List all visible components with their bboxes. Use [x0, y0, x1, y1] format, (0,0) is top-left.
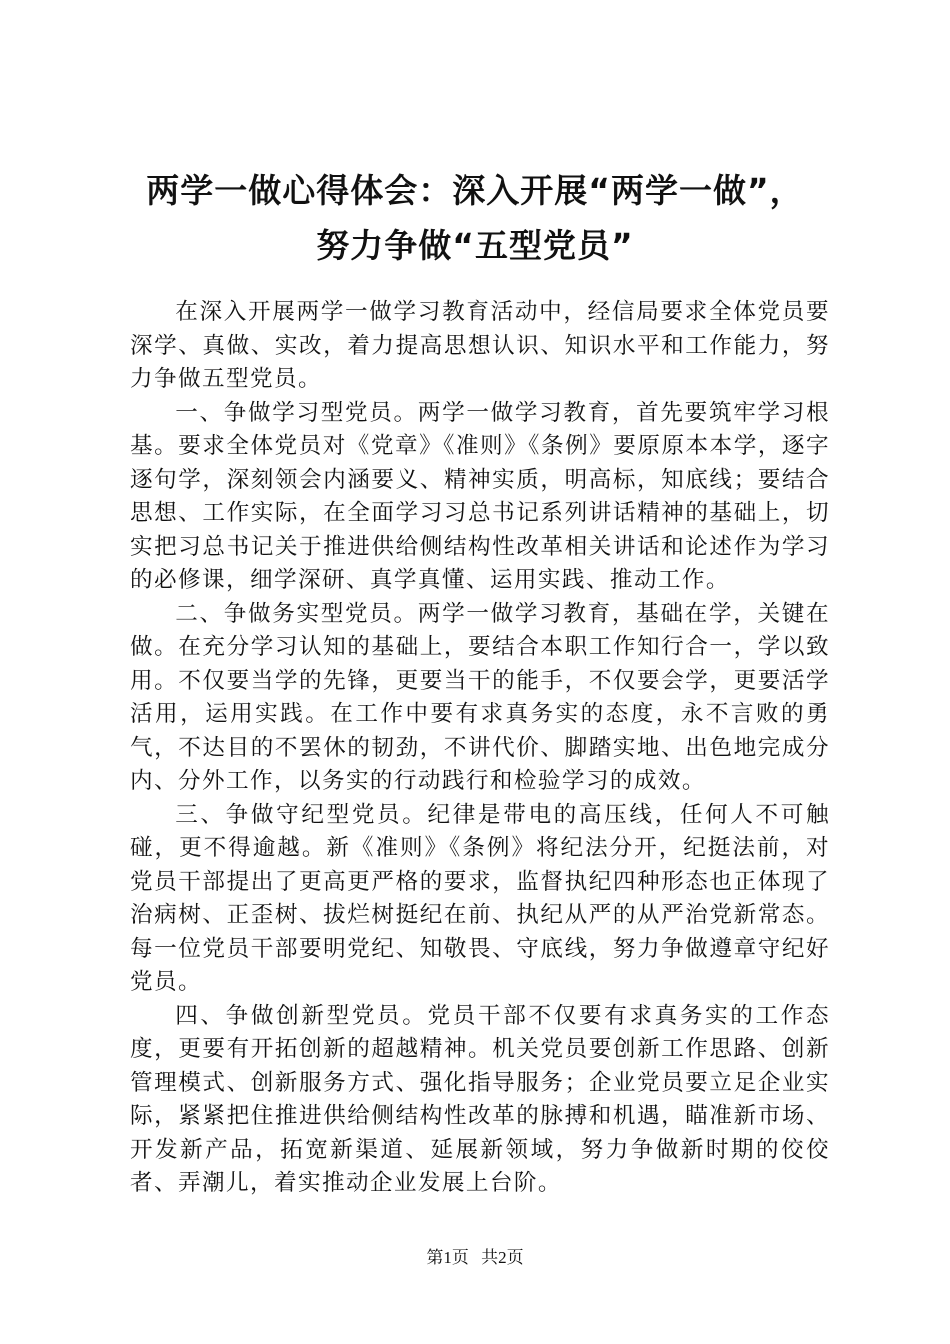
- page-number-current: 第1页: [426, 1248, 469, 1267]
- document-title-line-2: 努力争做“五型党员”: [316, 226, 634, 265]
- paragraph-discipline-type: 三、争做守纪型党员。纪律是带电的高压线，任何人不可触碰，更不得逾越。新《准则》《条例》将纪法分开，纪挺法前，对党员干部提出了更高更严格的要求，监督执纪四种形态也正体现了治病树、正歪树、拔烂树挺纪在前、执纪从严的从严治党新常态。每一位党员干部要明党纪、知敬畏、守底线，努力争做遵章守纪好党员。: [130, 801, 830, 995]
- paragraph-intro: 在深入开展两学一做学习教育活动中，经信局要求全体党员要深学、真做、实改，着力提高思想认识、知识水平和工作能力，努力争做五型党员。: [130, 299, 830, 392]
- page-number-total: 共2页: [481, 1248, 524, 1267]
- paragraph-study-type: 一、争做学习型党员。两学一做学习教育，首先要筑牢学习根基。要求全体党员对《党章》《准则》《条例》要原原本本学，逐字逐句学，深刻领会内涵要义、精神实质，明高标，知底线；要结合思想、工作实际，在全面学习习总书记系列讲话精神的基础上，切实把习总书记关于推进供给侧结构性改革相关讲话和论述作为学习的必修课，细学深研、真学真懂、运用实践、推动工作。: [130, 399, 830, 593]
- paragraph-innovation-type: 四、争做创新型党员。党员干部不仅要有求真务实的工作态度，更要有开拓创新的超越精神。机关党员要创新工作思路、创新管理模式、创新服务方式、强化指导服务；企业党员要立足企业实际，紧紧把住推进供给侧结构性改革的脉搏和机遇，瞄准新市场、开发新产品，拓宽新渠道、延展新领域，努力争做新时期的佼佼者、弄潮儿，着实推动企业发展上台阶。: [130, 1002, 830, 1196]
- document-body: [130, 296, 830, 1201]
- page-footer: [0, 1243, 950, 1268]
- paragraph-practical-type: 二、争做务实型党员。两学一做学习教育，基础在学，关键在做。在充分学习认知的基础上，要结合本职工作知行合一，学以致用。不仅要当学的先锋，更要当干的能手，不仅要会学，更要活学活用，运用实践。在工作中要有求真务实的态度，永不言败的勇气，不达目的不罢休的韧劲，不讲代价、脚踏实地、出色地完成分内、分外工作，以务实的行动践行和检验学习的成效。: [130, 600, 830, 794]
- document-title-line-1: 两学一做心得体会：深入开展“两学一做”，: [146, 171, 804, 210]
